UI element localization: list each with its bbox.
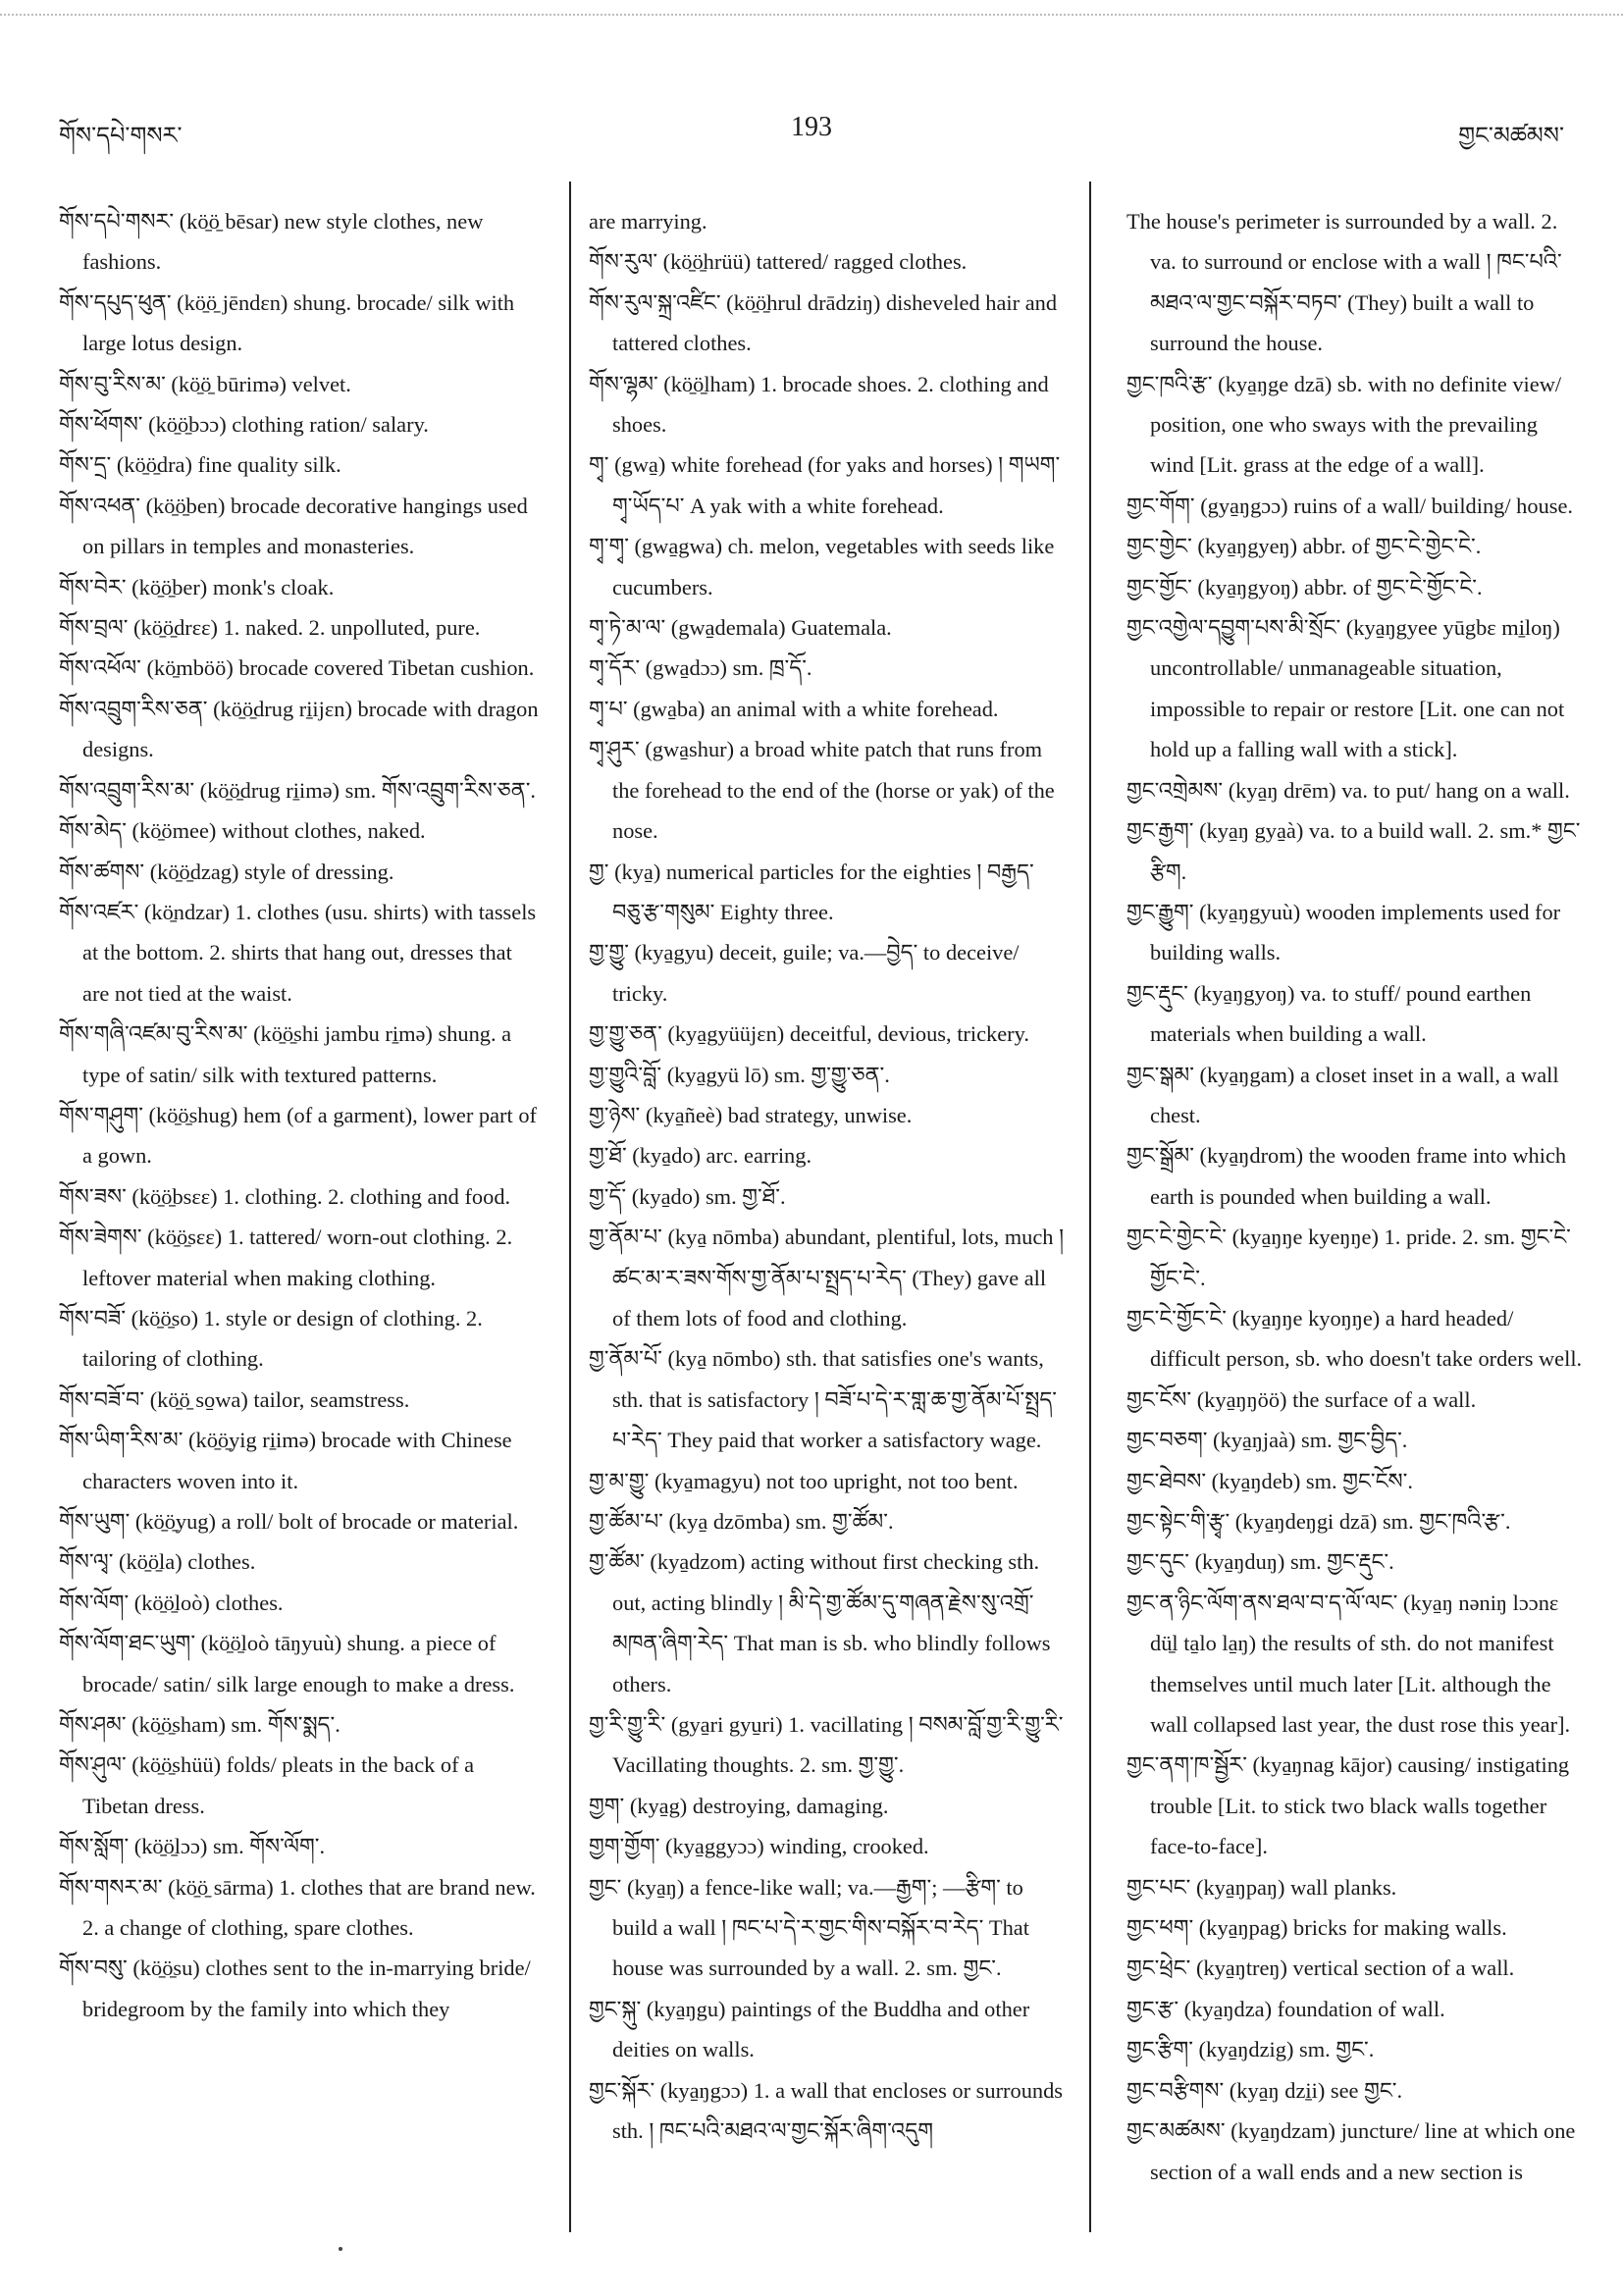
dictionary-entry: are marrying. bbox=[589, 209, 707, 234]
dictionary-entry: གྱང་ཕྲེང་ (kya̱ŋtreŋ) vertical section of a wall. bbox=[1126, 1956, 1515, 1981]
dictionary-entry: གྱ་གྱུ་ (kya̱gyu) deceit, guile; va.—བྱེད་ to deceive/ tricky. bbox=[589, 940, 1020, 1006]
dictionary-entry: གོས་ལོག་ (kö̱ö̱loò) clothes. bbox=[59, 1590, 284, 1615]
dictionary-entry: གོས་བྲལ་ (kö̱ö̱drɛɛ) 1. naked. 2. unpolluted, pure. bbox=[59, 615, 481, 641]
dictionary-entry: གོས་གསར་མ་ (kö̱ö̱ sārma) 1. clothes that are brand new. 2. a change of clothing, spare clothes. bbox=[59, 1874, 536, 1941]
dictionary-entry: གོས་ལོག་ཐང་ཡུག་ (kö̱ö̱loò tāŋyuù) shung. a piece of brocade/ satin/ silk large enough to make a dress. bbox=[59, 1631, 515, 1696]
dictionary-entry: གོས་ཕོགས་ (kö̱ö̱bɔɔ) clothing ration/ salary. bbox=[59, 412, 429, 438]
dictionary-entry: གྱང་ན་ཉིང་ལོག་ནས་ཐལ་བ་ད་ལོ་ལང་ (kya̱ŋ nəniŋ lɔɔnɛ dü̱l ta̱lo la̱ŋ) the results of sth. do not manifest themselves until much later [Lit. although the wall collapsed last year, the dust rose this year]. bbox=[1126, 1590, 1571, 1738]
dictionary-entry: གྱ་རི་གྱུ་རི་ (gya̱ri gyu̱ri) 1. vacillating ། བསམ་བློ་གྱ་རི་གྱུ་རི་ Vacillating thoughts. 2. sm. གྱ་གྱུ་. bbox=[589, 1712, 1064, 1778]
dictionary-entry: གྭ་དོར་ (gwa̱dɔɔ) sm. ཁྲ་དོ་. bbox=[589, 655, 812, 681]
dictionary-entry: གྱང་བརྩིགས་ (kya̱ŋ dzi̱i) see གྱང་. bbox=[1126, 2077, 1403, 2103]
dictionary-entry: གྱང་གྱེང་ (kya̱ŋgyeŋ) abbr. of གྱང་ངེ་གྱེང་ངེ་. bbox=[1126, 534, 1482, 559]
dictionary-entry: གོས་བུ་རིས་མ་ (kö̱ö̱ būrimə) velvet. bbox=[59, 371, 351, 396]
top-scan-edge bbox=[0, 14, 1623, 16]
page-number: 193 bbox=[791, 112, 832, 142]
dictionary-entry: གྱང་རྩ་ (kya̱ŋdza) foundation of wall. bbox=[1126, 1996, 1445, 2021]
dictionary-entry: གྱང་རྩིག་ (kya̱ŋdzig) sm. གྱང་. bbox=[1126, 2037, 1375, 2062]
dictionary-entry: གོས་སློག་ (kö̱ö̱lɔɔ) sm. གོས་ལོག་. bbox=[59, 1834, 326, 1859]
dictionary-entry: གོས་དྲ་ (kö̱ö̱dra) fine quality silk. bbox=[59, 452, 341, 478]
column-right bbox=[1126, 201, 1583, 2192]
dictionary-entry: གྱང་དུང་ (kya̱ŋduŋ) sm. གྱང་རྡུང་. bbox=[1126, 1549, 1394, 1575]
dictionary-entry: གྱག་གྱོག་ (kya̱ggyɔɔ) winding, crooked. bbox=[589, 1834, 929, 1859]
dictionary-entry: གྱང་གྱོང་ (kya̱ŋgyoŋ) abbr. of གྱང་ངེ་གྱོང་ངེ་. bbox=[1126, 574, 1483, 600]
dictionary-entry: གོས་བཟོ་ (kö̱ö̱so) 1. style or design of clothing. 2. tailoring of clothing. bbox=[59, 1305, 483, 1372]
dictionary-entry: གོས་བཟོ་བ་ (kö̱ö̱ so̱wa) tailor, seamstress. bbox=[59, 1386, 410, 1412]
dictionary-entry: གོས་ཚགས་ (kö̱ö̱dzag) style of dressing. bbox=[59, 859, 394, 884]
dictionary-entry: གོས་འབྲུག་རིས་མ་ (kö̱ö̱drug ri̱imə) sm. གོས་འབྲུག་རིས་ཅན་. bbox=[59, 777, 536, 803]
column-divider bbox=[1089, 182, 1091, 2232]
dictionary-entry: གྱ་མ་གྱུ་ (kya̱magyu) not too upright, not too bent. bbox=[589, 1468, 1019, 1493]
dictionary-entry: གྭ་གྭ་ (gwa̱gwa) ch. melon, vegetables with seeds like cucumbers. bbox=[589, 534, 1055, 600]
dictionary-entry: གོས་བེར་ (kö̱ö̱ber) monk's cloak. bbox=[59, 574, 335, 600]
dictionary-entry: གྱང་བཅག་ (kya̱ŋjaà) sm. གྱང་བྱིད་. bbox=[1126, 1428, 1408, 1453]
dictionary-entry: གྭ་ (gwa̱) white forehead (for yaks and horses) ། གཡག་གྭ་ཡོད་པ་ A yak with a white forehead. bbox=[589, 452, 1061, 518]
dictionary-entry: གོས་གཞི་འཛམ་བུ་རིས་མ་ (kö̱ö̱shi jambu ri̱mə) shung. a type of satin/ silk with textured patterns. bbox=[59, 1021, 512, 1087]
dictionary-entry: གྱ་གྱུ་ཅན་ (kya̱gyüüjɛn) deceitful, devious, trickery. bbox=[589, 1021, 1029, 1047]
running-head-right: གྱང་མཚམས་ bbox=[1458, 122, 1564, 149]
dictionary-entry: གྱང་ངོས་ (kya̱ŋŋöö) the surface of a wall. bbox=[1126, 1386, 1477, 1412]
dictionary-entry: གྱང་རྒྱུག་ (kya̱ŋgyuù) wooden implements used for building walls. bbox=[1126, 899, 1561, 965]
dictionary-entry: གྱ་ (kya̱) numerical particles for the eighties ། བརྒྱད་བཅུ་རྩ་གསུམ་ Eighty three. bbox=[589, 859, 1034, 924]
dictionary-entry: གྱང་པང་ (kya̱ŋpaŋ) wall planks. bbox=[1126, 1874, 1397, 1900]
dictionary-entry: གོས་དཔུད་ཕུན་ (kö̱ö̱ jēndɛn) shung. brocade/ silk with large lotus design. bbox=[59, 289, 515, 356]
dictionary-entry: གོས་གཤུག་ (kö̱ö̱shug) hem (of a garment), lower part of a gown. bbox=[59, 1102, 537, 1169]
dictionary-entry: གོས་བསུ་ (kö̱ö̱su) clothes sent to the in-marrying bride/ bridegroom by the family into which they bbox=[59, 1956, 531, 2021]
dictionary-entry: གྱང་ངེ་གྱེང་ངེ་ (kya̱ŋŋe kyeŋŋe) 1. pride. 2. sm. གྱང་ངེ་གྱོང་ངེ་. bbox=[1126, 1225, 1571, 1290]
dictionary-entry: གོས་འབྲུག་རིས་ཅན་ (kö̱ö̱drug ri̱ijɛn) brocade with dragon designs. bbox=[59, 696, 539, 762]
running-head-left: གོས་དཔེ་གསར་ bbox=[59, 122, 183, 149]
column-divider bbox=[569, 182, 571, 2232]
dictionary-entry: གྱང་གོག་ (gya̱ŋgɔɔ) ruins of a wall/ building/ house. bbox=[1126, 493, 1574, 518]
dictionary-entry: གོས་ཤམ་ (kö̱ö̱sham) sm. གོས་སྨད་. bbox=[59, 1712, 340, 1738]
dictionary-entry: གྱང་སྒམ་ (kya̱ŋgam) a closet inset in a wall, a wall chest. bbox=[1126, 1062, 1559, 1127]
dictionary-entry: གྱང་ཁའི་རྩ་ (kya̱ŋge dzā) sb. with no definite view/ position, one who sways with the prevailing wind [Lit. grass at the edge of a wall]. bbox=[1126, 371, 1562, 478]
dictionary-entry: གྱང་ཕག་ (kya̱ŋpag) bricks for making walls. bbox=[1126, 1915, 1507, 1941]
dictionary-entry: གྱང་ནག་ཁ་སྦྱོར་ (kya̱ŋnag kājor) causing/ instigating trouble [Lit. to stick two black walls together face-to-face]. bbox=[1126, 1752, 1570, 1859]
dictionary-entry: གོས་ཟས་ (kö̱ö̱bsɛɛ) 1. clothing. 2. clothing and food. bbox=[59, 1183, 511, 1209]
dictionary-entry: གྱ་ཐོ་ (kya̱do) arc. earring. bbox=[589, 1143, 812, 1169]
dictionary-entry: གོས་ཤུལ་ (kö̱ö̱shüü) folds/ pleats in the back of a Tibetan dress. bbox=[59, 1752, 475, 1818]
dictionary-entry: གོས་དཔེ་གསར་ (kö̱ö̱ bēsar) new style clothes, new fashions. bbox=[59, 209, 484, 275]
dictionary-entry: གྱ་ནོམ་པ་ (kya̱ nōmba) abundant, plentiful, lots, much ། ཚང་མ་ར་ཟས་གོས་གྱ་ནོམ་པ་སྤྲད་པ་རེད་ (They) gave all of them lots of food and clothing. bbox=[589, 1225, 1065, 1331]
dictionary-entry: གྭ་པ་ (gwa̱ba) an animal with a white forehead. bbox=[589, 696, 999, 721]
dictionary-entry: གྱང་ངེ་གྱོང་ངེ་ (kya̱ŋŋe kyoŋŋe) a hard headed/ difficult person, sb. who doesn't take orders well. bbox=[1126, 1305, 1583, 1372]
dictionary-entry: གོས་རུལ་ (kö̱ö̱hrüü) tattered/ ragged clothes. bbox=[589, 249, 968, 275]
dictionary-entry: གྱང་སྒྲོམ་ (kya̱ŋdrom) the wooden frame into which earth is pounded when building a wall. bbox=[1126, 1143, 1567, 1209]
dictionary-entry: གོས་མེད་ (kö̱ömee) without clothes, naked. bbox=[59, 818, 426, 844]
dictionary-entry: གོས་ཟེགས་ (kö̱ö̱sɛɛ) 1. tattered/ worn-out clothing. 2. leftover material when making clothing. bbox=[59, 1225, 513, 1290]
dictionary-entry: གྭ་ཤུར་ (gwa̱shur) a broad white patch that runs from the forehead to the end of the (horse or yak) of the nose. bbox=[589, 737, 1055, 844]
dictionary-entry: གྱ་དོ་ (kya̱do) sm. གྱ་ཐོ་. bbox=[589, 1183, 786, 1209]
column-left bbox=[59, 201, 540, 2029]
dictionary-entry: གོས་ལྷམ་ (kö̱ö̱lham) 1. brocade shoes. 2. clothing and shoes. bbox=[589, 371, 1049, 438]
column-middle bbox=[589, 201, 1065, 2152]
dictionary-entry: གྱ་ཚོམ་ (kya̱dzom) acting without first checking sth. out, acting blindly ། མི་དེ་གྱ་ཚོམ་དུ་གཞན་རྗེས་སུ་འགྲོ་མཁན་ཞིག་རེད་ That man is sb. who blindly follows others. bbox=[589, 1549, 1051, 1696]
dictionary-entry: གྱང་ཐེབས་ (kya̱ŋdeb) sm. གྱང་ངོས་. bbox=[1126, 1468, 1413, 1493]
dictionary-entry: The house's perimeter is surrounded by a wall. 2. va. to surround or enclose with a wall ། ཁང་པའི་མཐའ་ལ་གྱང་བསྐོར་བཏབ་ (They) built a wall to surround the house. bbox=[1126, 209, 1562, 356]
dictionary-entry: གོས་རུལ་སྐྲ་འཛིང་ (kö̱ö̱hrul drādziŋ) disheveled hair and tattered clothes. bbox=[589, 289, 1058, 356]
dictionary-entry: གོས་ཡིག་རིས་མ་ (kö̱ö̱yig ri̱imə) brocade with Chinese characters woven into it. bbox=[59, 1428, 512, 1493]
dictionary-entry: གྱག་ (kya̱g) destroying, damaging. bbox=[589, 1793, 889, 1818]
scan-speck bbox=[339, 2247, 342, 2251]
dictionary-entry: གྱ་གྱུའི་བློ་ (kya̱gyü lō) sm. གྱ་གྱུ་ཅན་. bbox=[589, 1062, 890, 1087]
dictionary-entry: གྱང་སྐོར་ (kya̱ŋgɔɔ) 1. a wall that encloses or surrounds sth. ། ཁང་པའི་མཐའ་ལ་གྱང་སྐོར་ཞིག་འདུག bbox=[589, 2077, 1063, 2144]
dictionary-entry: གྱང་རྒྱག་ (kya̱ŋ gya̱à) va. to a build wall. 2. sm.* གྱང་རྩིག. bbox=[1126, 818, 1581, 884]
dictionary-entry: གོས་འཛར་ (kö̱ndzar) 1. clothes (usu. shirts) with tassels at the bottom. 2. shirts that hang out, dresses that are not tied at the waist. bbox=[59, 899, 537, 1006]
dictionary-entry: གྱ་ཉེས་ (kya̱ñeè) bad strategy, unwise. bbox=[589, 1102, 913, 1127]
dictionary-entry: གྱང་འགྱེལ་དབྱུག་པས་མི་སྲོང་ (kya̱ŋgyee yūgbɛ mi̱loŋ) uncontrollable/ unmanageable situation, impossible to repair or restore [Lit. one can not hold up a falling wall with a stick]. bbox=[1126, 615, 1565, 762]
dictionary-entry: གོས་ལྭ་ (kö̱ö̱la) clothes. bbox=[59, 1549, 256, 1575]
dictionary-entry: གོས་ཡུག་ (kö̱ö̱yug) a roll/ bolt of brocade or material. bbox=[59, 1509, 519, 1534]
dictionary-entry: གྱང་ (kya̱ŋ) a fence-like wall; va.—རྒྱག་; —རྩིག་ to build a wall ། ཁང་པ་དེ་ར་གྱང་གིས་བསྐོར་བ་རེད་ That house was surrounded by a wall. 2. sm. གྱང་. bbox=[589, 1874, 1029, 1981]
dictionary-entry: གྭ་ཏེ་མ་ལ་ (gwa̱demala) Guatemala. bbox=[589, 615, 892, 641]
dictionary-entry: གྱ་ཚོམ་པ་ (kya̱ dzōmba) sm. གྱ་ཚོམ་. bbox=[589, 1509, 894, 1534]
dictionary-entry: གྱང་སྟེང་གི་རྩྭ་ (kya̱ŋdeŋgi dzā) sm. གྱང་ཁའི་རྩ་. bbox=[1126, 1509, 1511, 1534]
dictionary-entry: གོས་འཕོལ་ (kö̱mböö) brocade covered Tibetan cushion. bbox=[59, 655, 535, 681]
dictionary-entry: གྱང་རྡུང་ (kya̱ŋgyoŋ) va. to stuff/ pound earthen materials when building a wall. bbox=[1126, 980, 1532, 1047]
dictionary-entry: གྱང་འགྲེམས་ (kya̱ŋ drēm) va. to put/ hang on a wall. bbox=[1126, 777, 1570, 803]
dictionary-entry: གྱང་མཚམས་ (kya̱ŋdzam) juncture/ line at which one section of a wall ends and a new section is bbox=[1126, 2118, 1576, 2184]
dictionary-entry: གྱང་སྐུ་ (kya̱ŋgu) paintings of the Buddha and other deities on walls. bbox=[589, 1996, 1030, 2062]
dictionary-entry: གོས་འཕན་ (kö̱ö̱ben) brocade decorative hangings used on pillars in temples and monasteries. bbox=[59, 493, 528, 559]
dictionary-entry: གྱ་ནོམ་པོ་ (kya̱ nōmbo) sth. that satisfies one's wants, sth. that is satisfactory ། བཟོ་པ་དེ་ར་གླ་ཆ་གྱ་ནོམ་པོ་སྤྲད་པ་རེད་ They paid that worker a satisfactory wage. bbox=[589, 1346, 1058, 1453]
